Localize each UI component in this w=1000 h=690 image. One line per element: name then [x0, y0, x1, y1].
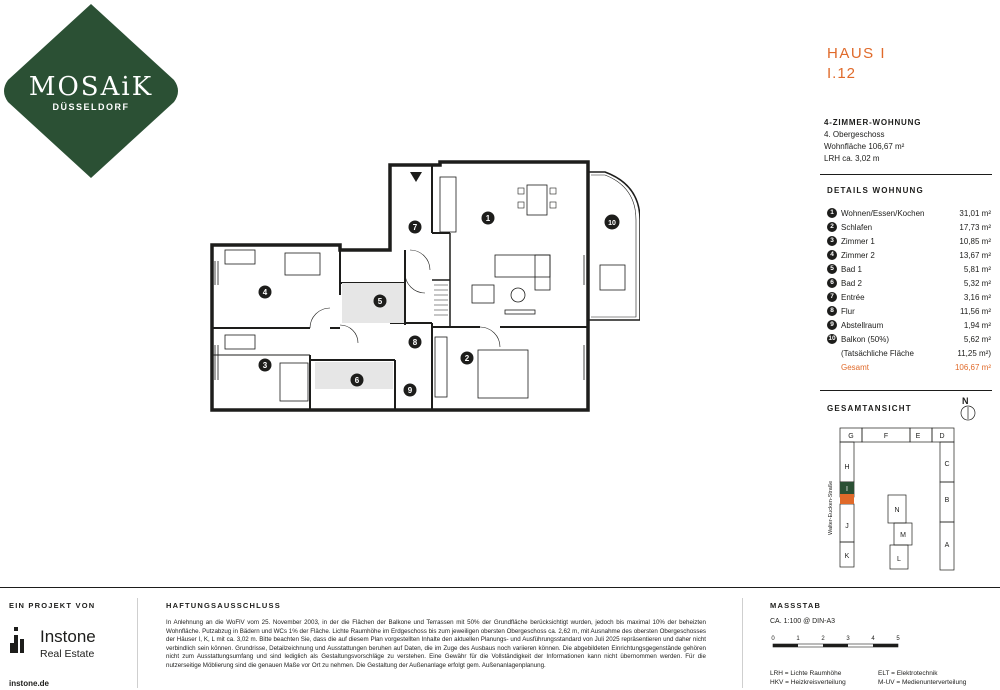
room-row: 5 Bad 1 5,81 m² [827, 264, 991, 277]
svg-text:5: 5 [896, 636, 900, 642]
logo-wordmark: MOSAiK [28, 72, 154, 102]
divider [820, 390, 992, 391]
room-label-10: 10 [608, 220, 616, 227]
room-row: 8 Flur 11,56 m² [827, 306, 991, 319]
footer-separator [137, 598, 138, 688]
block-label: G [848, 433, 854, 440]
room-row: 10 Balkon (50%) 5,62 m² [828, 335, 991, 344]
floor-info: 4. Obergeschoss [824, 130, 885, 139]
unit-number: I.12 [827, 65, 857, 82]
svg-text:4: 4 [871, 636, 875, 642]
legend-item: LRH = Lichte Raumhöhe [770, 670, 842, 677]
site-plan-drawing [820, 395, 995, 580]
project-heading: EIN PROJEKT VON [9, 601, 96, 610]
actual-area-row: (Tatsächliche Fläche 11,25 m²) [841, 349, 991, 358]
block-label: H [844, 464, 850, 471]
block-label: L [897, 556, 901, 563]
ceiling-height-info: LRH ca. 3,02 m [824, 154, 880, 163]
liability-heading: HAFTUNGSAUSSCHLUSS [166, 601, 281, 610]
scale-bar-drawing [770, 634, 910, 656]
street-label: Walter-Eucken-Straße [828, 480, 834, 535]
footer-separator [742, 598, 743, 688]
block-label: A [944, 542, 950, 549]
svg-text:3: 3 [846, 636, 850, 642]
scale-heading: MASSSTAB [770, 601, 822, 610]
room-label-1: 1 [485, 214, 491, 223]
room-label-5: 5 [377, 297, 383, 306]
floor-plan [200, 155, 640, 420]
room-row: 6 Bad 2 5,32 m² [827, 278, 991, 291]
room-row: 7 Entrée 3,16 m² [827, 292, 991, 305]
svg-text:0: 0 [771, 636, 775, 642]
site-heading: GESAMTANSICHT [827, 404, 912, 413]
apartment-type: 4-ZIMMER-WOHNUNG [824, 118, 922, 127]
brand-logo [0, 0, 182, 182]
block-label: D [939, 433, 945, 440]
scale-text: CA. 1:100 @ DIN-A3 [770, 618, 836, 625]
block-label: E [915, 433, 921, 440]
room-row: 3 Zimmer 1 10,85 m² [827, 236, 991, 249]
company-url[interactable]: instone.de [9, 679, 50, 688]
details-heading: DETAILS WOHNUNG [827, 186, 924, 195]
divider [820, 174, 992, 175]
room-label-4: 4 [262, 288, 268, 297]
legend-item: HKV = Heizkreisverteilung [770, 679, 846, 686]
block-label: B [944, 497, 950, 504]
living-area-info: Wohnfläche 106,67 m² [824, 142, 905, 151]
room-row: 9 Abstellraum 1,94 m² [827, 320, 991, 333]
block-label: I [846, 486, 848, 493]
block-label: K [844, 553, 850, 560]
room-label-8: 8 [412, 338, 418, 347]
room-label-9: 9 [407, 386, 413, 395]
company-subtitle: Real Estate [40, 648, 95, 660]
disclaimer-text: In Anlehnung an die WoFlV vom 25. November 2003, in der die Flächen der Balkone und Terrassen mit 50% der Grundfläche berücksichtigt wurden, jedoch bis maximal 10% der beheizten Wohnfläche. Putzabzug in Bädern und WCs 1% der Fläche. Lichte Raumhöhe im Erdgeschoss bis zum jeweiligen obersten Obergeschoss ca. 2,62 m, mit Ausnahme des obersten Obergeschosses der Häuser I, K, L mit ca. 3,02 m. Bitte beachten Sie, dass die auf diesem Plan vorgestellten Inhalte den aktuellen Planungs- und Ausführungsstandard von Juli 2025 repräsentieren und daher nicht verbindlich sein können. Grundrisse, Detailzeichnung und Ausstattungen beruhen auf Daten, die im Zuge des Ausbaus noch variieren können. Die abgebildeten Einrichtungsgegenstände gehören nicht zum Ausstattungsumfang und sind lediglich als Gestaltungsvorschläge zu verstehen. Eine Gewähr für die Vollständigkeit der Informationen kann nicht übernommen werden. Für die nutzerseitige Möblierung sind die genauen Maße vor Ort zu nehmen. Die Gestaltung der Außenanlage erfolgt gem. Außenanlagenplanung. [166, 619, 706, 669]
room-label-2: 2 [464, 354, 470, 363]
scale-bar [770, 634, 910, 661]
instone-logo [10, 625, 34, 660]
footer-divider [0, 587, 1000, 588]
room-row: 4 Zimmer 2 13,67 m² [827, 250, 991, 263]
legend-item: ELT = Elektrotechnik [878, 670, 938, 677]
room-row: 2 Schlafen 17,73 m² [827, 222, 991, 235]
legend-item: M-UV = Medienunterverteilung [878, 679, 967, 686]
company-name: Instone [40, 627, 96, 646]
total-area-row: Gesamt 106,67 m² [841, 363, 991, 372]
block-label: J [845, 523, 849, 530]
svg-text:2: 2 [821, 636, 825, 642]
instone-logo-icon [10, 625, 34, 655]
svg-text:1: 1 [796, 636, 800, 642]
room-label-3: 3 [262, 361, 268, 370]
floor-plan-drawing [200, 155, 640, 420]
building-title: HAUS I [827, 45, 887, 62]
room-label-7: 7 [412, 223, 418, 232]
block-label: M [900, 532, 906, 539]
block-label: F [883, 433, 889, 440]
site-plan [820, 395, 995, 580]
room-row: 1 Wohnen/Essen/Kochen 31,01 m² [827, 208, 991, 221]
block-label: C [944, 461, 950, 468]
room-label-6: 6 [354, 376, 360, 385]
block-label: N [894, 507, 900, 514]
logo-city: DÜSSELDORF [52, 102, 130, 112]
north-label: N [962, 396, 969, 406]
